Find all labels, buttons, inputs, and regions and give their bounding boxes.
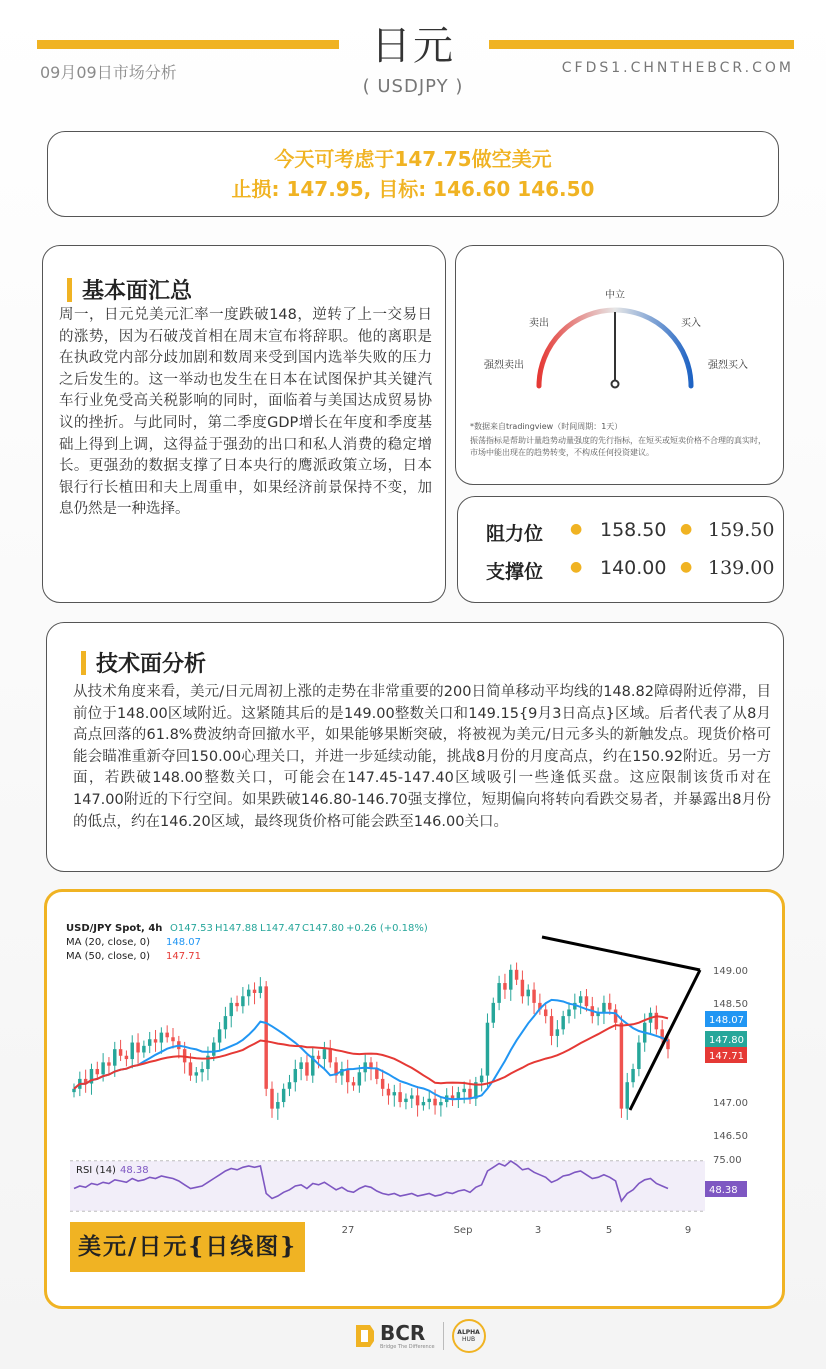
trade-signal-card xyxy=(47,131,779,217)
triangle-line xyxy=(542,937,700,970)
candle-body xyxy=(410,1095,413,1098)
brand-tagline: Bridge The Difference xyxy=(380,1344,435,1350)
gauge-label-buy: 买入 xyxy=(681,318,701,329)
fundamental-card xyxy=(42,245,446,603)
heading-marker xyxy=(81,651,86,675)
logo-divider xyxy=(443,1322,444,1350)
chart-ohlc-o: O147.53 xyxy=(170,923,213,934)
x-tick-label: 27 xyxy=(341,1225,355,1236)
candle-body xyxy=(497,983,500,1003)
site-link[interactable]: CFDS1.CHNTHEBCR.COM xyxy=(561,60,794,76)
ma20-line xyxy=(74,1000,668,1099)
chart-caption: 美元/日元{日线图} xyxy=(70,1222,305,1272)
heading-marker xyxy=(67,278,72,302)
candle-body xyxy=(567,1009,570,1016)
candle-body xyxy=(282,1089,285,1102)
candle-body xyxy=(527,990,530,997)
rsi-label: RSI (14) xyxy=(76,1165,116,1176)
candle-body xyxy=(329,1049,332,1062)
candle-body xyxy=(561,1016,564,1029)
x-tick-label: 3 xyxy=(534,1225,542,1236)
bullet-icon: ● xyxy=(570,559,583,575)
page-subtitle: ( USDJPY ) xyxy=(362,76,464,97)
candle-body xyxy=(131,1043,134,1060)
alpha-hub-icon xyxy=(452,1319,486,1353)
candle-body xyxy=(655,1013,658,1030)
candle-body xyxy=(492,1003,495,1023)
support-2: 139.00 xyxy=(708,557,775,579)
candle-body xyxy=(515,970,518,980)
report-date: 09月09日市场分析 xyxy=(40,63,177,82)
candle-body xyxy=(352,1082,355,1085)
bullet-icon: ● xyxy=(680,521,693,537)
candle-body xyxy=(154,1039,157,1042)
candle-body xyxy=(72,1089,75,1092)
price-chart xyxy=(60,905,770,1245)
candle-body xyxy=(200,1069,203,1072)
rsi-value-tag-text: 48.38 xyxy=(709,1185,738,1196)
gauge-label-neutral: 中立 xyxy=(605,290,625,301)
candle-body xyxy=(422,1102,425,1105)
resistance-1: 158.50 xyxy=(600,519,667,541)
candle-body xyxy=(230,1003,233,1016)
candle-body xyxy=(107,1062,110,1065)
candle-body xyxy=(579,996,582,1003)
y-tick-label: 146.50 xyxy=(713,1131,748,1143)
signal-stop-target: 止损: 147.95, 目标: 146.60 146.50 xyxy=(231,177,595,201)
candle-body xyxy=(212,1043,215,1056)
candle-body xyxy=(480,1076,483,1083)
ma20-label: MA (20, close, 0) xyxy=(66,937,151,948)
x-tick-label: 9 xyxy=(684,1225,692,1236)
candle-body xyxy=(439,1102,442,1105)
support-label: 支撑位 xyxy=(486,561,544,583)
candle-body xyxy=(550,1016,553,1036)
candle-body xyxy=(160,1033,163,1043)
y-tick-label: 148.50 xyxy=(713,998,748,1010)
candle-body xyxy=(101,1062,104,1074)
candle-body xyxy=(259,986,262,993)
fundamental-text: 周一，日元兑美元汇率一度跌破148，逆转了上一交易日的涨势，因为石破茂首相在周末宣布将辞职。他的离职是在执政党内部分歧加剧和数周来受到国内选举失败的压力之后发生的。这一举动也发生在日本在试图保护其关键汽车行业免受高关税影响的同时，面临着与美国达成贸易协议的挫折。与此同时，第二季度GDP增长在年度和季度基础上得到上调，这得益于强劲的出口和私人消费的稳定增长。更强劲的数据支撑了日本央行的鹰派政策立场，日本银行行长植田和夫上周重申，如果经济前景保持不变，加息仍然是一种选择。 xyxy=(59,307,432,518)
resistance-label: 阻力位 xyxy=(486,523,544,545)
technical-card xyxy=(46,622,784,872)
fundamental-heading-text: 基本面汇总 xyxy=(82,279,193,304)
candle-body xyxy=(608,1003,611,1010)
candle-body xyxy=(521,980,524,997)
gauge-svg xyxy=(456,246,783,416)
candle-body xyxy=(305,1062,308,1075)
chart-ohlc-h: H147.88 xyxy=(215,923,258,934)
candle-body xyxy=(631,1069,634,1082)
candle-body xyxy=(119,1049,122,1056)
candle-body xyxy=(288,1082,291,1089)
candle-body xyxy=(189,1062,192,1075)
resistance-2: 159.50 xyxy=(708,519,775,541)
candle-body xyxy=(602,1003,605,1013)
technical-heading xyxy=(81,647,206,678)
rsi-legend-value: 48.38 xyxy=(120,1165,149,1176)
candle-body xyxy=(264,986,267,1088)
candle-body xyxy=(171,1037,174,1041)
page-title: 日元 xyxy=(371,23,455,69)
bullet-icon: ● xyxy=(680,559,693,575)
chart-ohlc-l: L147.47 xyxy=(260,923,301,934)
candle-body xyxy=(626,1082,629,1108)
candle-body xyxy=(136,1043,139,1053)
bcr-logo-icon xyxy=(354,1323,376,1349)
candle-body xyxy=(381,1079,384,1089)
candle-body xyxy=(358,1072,361,1085)
candle-body xyxy=(416,1095,419,1105)
candle-body xyxy=(486,1023,489,1076)
candle-body xyxy=(276,1102,279,1109)
rsi-top-tick: 75.00 xyxy=(713,1155,742,1166)
gauge-label-strong-sell: 强烈卖出 xyxy=(484,360,524,371)
gauge-note-source: *数据来自tradingview（时间周期：1天） xyxy=(470,422,623,431)
hub-text: HUB xyxy=(462,1336,476,1343)
candle-body xyxy=(428,1099,431,1102)
candle-body xyxy=(387,1089,390,1096)
ma20-legend-value: 148.07 xyxy=(166,937,201,948)
candle-body xyxy=(165,1033,168,1038)
candle-body xyxy=(585,996,588,1006)
candle-body xyxy=(270,1089,273,1109)
candle-body xyxy=(294,1069,297,1082)
x-tick-label: Sep xyxy=(453,1225,473,1236)
rsi-band xyxy=(70,1161,705,1211)
x-tick-label: 5 xyxy=(605,1225,613,1236)
candle-body xyxy=(509,970,512,990)
candle-body xyxy=(614,1009,617,1022)
candle-body xyxy=(148,1039,151,1046)
candle-body xyxy=(299,1062,302,1069)
ma50-label: MA (50, close, 0) xyxy=(66,951,151,962)
gauge-pivot xyxy=(612,381,619,388)
candle-body xyxy=(544,1009,547,1016)
candle-body xyxy=(433,1099,436,1106)
gauge-label-sell: 卖出 xyxy=(529,318,549,329)
candle-body xyxy=(637,1043,640,1069)
fundamental-heading xyxy=(67,274,192,305)
chart-title: USD/JPY Spot, 4h xyxy=(66,923,163,934)
candle-body xyxy=(224,1016,227,1029)
technical-text: 从技术角度来看，美元/日元周初上涨的走势在非常重要的200日简单移动平均线的148.82障碍附近停滞，目前位于148.00区域附近。这紧随其后的是149.00整数关口和149.15{9月3日高点}区域。后者代表了从8月高点回落的61.8%费波纳奇回撤水平，如果能够果断突破，将被视为美元/日元多头的新触发点。现货价格可能会瞄准重新夺回150.00心理关口，并进一步延续动能，挑战8月份的月度高点，约在150.92附近。另一方面，若跌破148.00整数关口，可能会在147.45-147.40区域吸引一些逢低买盘。这应限制该货币对在147.00附近的下行空间。如果跌破146.80-146.70强支撑位，短期偏向将转向看跌交易者，并暴露出8月份的低点，约在146.20区域，最终现货价格可能会跌至146.00关口。 xyxy=(73,684,771,830)
alpha-text: ALPHA xyxy=(457,1329,480,1336)
chart-ohlc-c: C147.80 xyxy=(302,923,344,934)
support-1: 140.00 xyxy=(600,557,667,579)
ma50-value-tag-text: 147.71 xyxy=(709,1051,744,1062)
candle-body xyxy=(317,1056,320,1059)
candle-body xyxy=(253,990,256,993)
technical-heading-text: 技术面分析 xyxy=(96,652,207,677)
candle-body xyxy=(323,1049,326,1059)
candle-body xyxy=(462,1089,465,1092)
levels-card xyxy=(457,496,784,603)
candle-body xyxy=(398,1092,401,1102)
candle-body xyxy=(457,1092,460,1099)
sentiment-gauge-card xyxy=(455,245,784,485)
candle-body xyxy=(556,1029,559,1036)
candle-body xyxy=(393,1092,396,1095)
y-tick-label: 149.00 xyxy=(713,965,748,977)
last-price-tag-text: 147.80 xyxy=(709,1035,744,1046)
candle-body xyxy=(404,1099,407,1102)
candle-body xyxy=(218,1029,221,1042)
ma20-value-tag-text: 148.07 xyxy=(709,1015,744,1026)
candle-body xyxy=(375,1069,378,1079)
y-tick-label: 147.00 xyxy=(713,1098,748,1110)
gauge-note-disclaimer: 振荡指标是帮助计量趋势动量强度的先行指标，在短买或短卖价格不合理的真实时，市场中能出现在的趋势转变，不构成任何投资建议。 xyxy=(470,436,766,457)
candle-body xyxy=(503,983,506,990)
triangle-line xyxy=(630,970,700,1110)
bullet-icon: ● xyxy=(570,521,583,537)
candle-body xyxy=(620,1023,623,1109)
candle-body xyxy=(235,1003,238,1006)
brand-name: BCR xyxy=(380,1321,426,1345)
chart-ohlc-chg: +0.26 (+0.18%) xyxy=(346,923,428,934)
signal-entry: 今天可考虑于147.75做空美元 xyxy=(274,147,552,171)
candle-body xyxy=(346,1069,349,1082)
ma50-legend-value: 147.71 xyxy=(166,951,201,962)
candle-body xyxy=(113,1049,116,1066)
candle-body xyxy=(532,990,535,1003)
candle-body xyxy=(247,990,250,997)
candle-body xyxy=(96,1069,99,1074)
candle-body xyxy=(125,1056,128,1059)
candle-body xyxy=(142,1046,145,1053)
candle-body xyxy=(195,1072,198,1075)
bcr-logo xyxy=(354,1318,486,1354)
candle-body xyxy=(241,996,244,1006)
gauge-label-strong-buy: 强烈买入 xyxy=(708,360,748,371)
